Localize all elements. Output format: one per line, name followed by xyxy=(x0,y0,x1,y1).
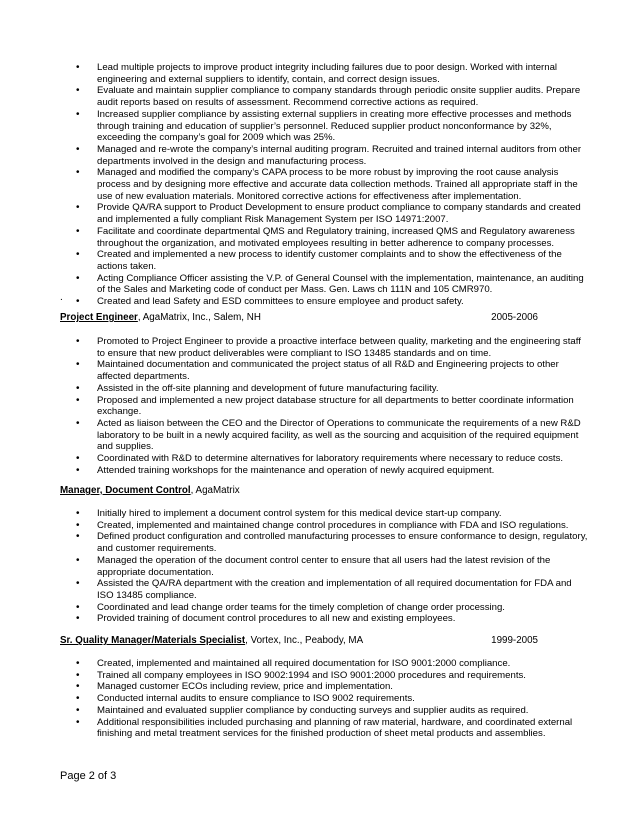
bullet-item: • Managed the operation of the document control center to ensure that all users had the latest revision of the appropriate documentation. xyxy=(0,555,638,578)
job-company: , AgaMatrix, Inc., Salem, NH xyxy=(137,312,261,323)
bullet-item: • Provided training of document control procedures to all new and existing employees. xyxy=(0,613,638,625)
bullet-item: • Proposed and implemented a new project database structure for all departments to better coordinate information exchange. xyxy=(0,395,638,418)
bullet-item: • Evaluate and maintain supplier compliance to company standards through periodic onsite supplier audits. Prepare audit reports based on results of assessment. Recommend corrective actions as required. xyxy=(0,85,638,108)
bullet-item: • Defined product configuration and controlled manufacturing processes to ensure conformance to design, regulatory, and customer requirements. xyxy=(0,531,638,554)
job-title: Sr. Quality Manager/Materials Specialist xyxy=(60,635,246,646)
bullet-item: • Assisted in the off-site planning and development of future manufacturing facility. xyxy=(0,383,638,395)
bullet-item: • Facilitate and coordinate departmental QMS and Regulatory training, increased QMS and Regulatory awareness throughout the organization, and motivated employees resulting in better adherence to company processes. xyxy=(0,226,638,249)
bullet-item: • Created, implemented and maintained change control procedures in compliance with FDA and ISO regulations. xyxy=(0,520,638,532)
bullet-item: • Initially hired to implement a document control system for this medical device start-up company. xyxy=(0,508,638,520)
page-number: Page 2 of 3 xyxy=(60,770,117,782)
job-bullets-document-control xyxy=(0,508,638,625)
bullet-item: • Maintained documentation and communicated the project status of all R&D and Engineering projects to other affected departments. xyxy=(0,359,638,382)
job-company: , AgaMatrix xyxy=(190,485,240,496)
job-bullets-project-engineer xyxy=(0,336,638,476)
bullet-item: • Managed and re-wrote the company’s internal auditing program. Recruited and trained internal auditors from other departments involved in the design and manufacturing process. xyxy=(0,144,638,167)
bullet-item: • Coordinated and lead change order teams for the timely completion of change order processing. xyxy=(0,602,638,614)
bullet-item: • Created and lead Safety and ESD committees to ensure employee and product safety. xyxy=(0,296,638,308)
job-header-project-engineer xyxy=(60,312,538,324)
experience-bullets-continued xyxy=(0,62,638,308)
job-title-line xyxy=(60,485,240,497)
bullet-item: • Created and implemented a new process to identify customer complaints and to show the effectiveness of the actions taken. xyxy=(0,249,638,272)
bullet-item: • Provide QA/RA support to Product Development to ensure product compliance to company standards and created and implemented a fully compliant Risk Management System per ISO 14971:2007. xyxy=(0,202,638,225)
bullet-item: • Conducted internal audits to ensure compliance to ISO 9002 requirements. xyxy=(0,693,638,705)
bullet-item: • Created, implemented and maintained all required documentation for ISO 9001:2000 compliance. xyxy=(0,658,638,670)
job-dates: 1999-2005 xyxy=(491,635,538,646)
bullet-item: • Trained all company employees in ISO 9002:1994 and ISO 9001:2000 procedures and requirements. xyxy=(0,670,638,682)
bullet-item: • Assisted the QA/RA department with the creation and implementation of all required documentation for FDA and ISO 13485 compliance. xyxy=(0,578,638,601)
job-title-line xyxy=(60,635,363,647)
job-company: , Vortex, Inc., Peabody, MA xyxy=(245,635,364,646)
job-bullets-quality-manager xyxy=(0,658,638,740)
bullet-item: • Promoted to Project Engineer to provide a proactive interface between quality, marketing and the engineering staff to ensure that new product deliverables were compliant to ISO 13485 standards and on time. xyxy=(0,336,638,359)
bullet-item: • Managed and modified the company’s CAPA process to be more robust by improving the root cause analysis process and by designing more effective and accurate data collection methods. Trained all appropriate staff in the use of new evaluation materials. Monitored corrective actions for effectiveness after implementation. xyxy=(0,167,638,202)
bullet-item: • Increased supplier compliance by assisting external suppliers in creating more effective processes and methods through training and education of supplier’s personnel. Reduced supplier product nonconformance by 32%, exceeding the company’s goal for 2009 which was 25%. xyxy=(0,109,638,144)
bullet-item: • Lead multiple projects to improve product integrity including failures due to poor design. Worked with internal engineering and external suppliers to identify, contain, and correct design issues. xyxy=(0,62,638,85)
job-header-quality-manager xyxy=(60,635,538,647)
job-title: Manager, Document Control xyxy=(60,485,191,496)
job-title: Project Engineer xyxy=(60,312,138,323)
bullet-item: • Acted as liaison between the CEO and the Director of Operations to communicate the requirements of a new R&D laboratory to be built in a newly acquired facility, as well as the sourcing and acquisition of the required equipment and supplies. xyxy=(0,418,638,453)
bullet-item: • Coordinated with R&D to determine alternatives for laboratory requirements where necessary to reduce costs. xyxy=(0,453,638,465)
job-header-document-control xyxy=(60,485,538,497)
bullet-item: • Managed customer ECOs including review, price and implementation. xyxy=(0,681,638,693)
bullet-item: • Acting Compliance Officer assisting the V.P. of General Counsel with the implementation, maintenance, an auditing of the Sales and Marketing code of conduct per Mass. Gen. Laws ch 111N and 105 CMR970. xyxy=(0,273,638,296)
bullet-item: • Maintained and evaluated supplier compliance by conducting surveys and supplier audits as required. xyxy=(0,705,638,717)
job-title-line xyxy=(60,312,261,324)
stray-mark: . xyxy=(60,292,63,303)
bullet-item: • Attended training workshops for the maintenance and operation of newly acquired equipment. xyxy=(0,465,638,477)
bullet-item: • Additional responsibilities included purchasing and planning of raw material, hardware, and coordinated external finishing and metal treatment services for the finished production of sheet metal products and assemblies. xyxy=(0,717,638,740)
job-dates: 2005-2006 xyxy=(491,312,538,323)
